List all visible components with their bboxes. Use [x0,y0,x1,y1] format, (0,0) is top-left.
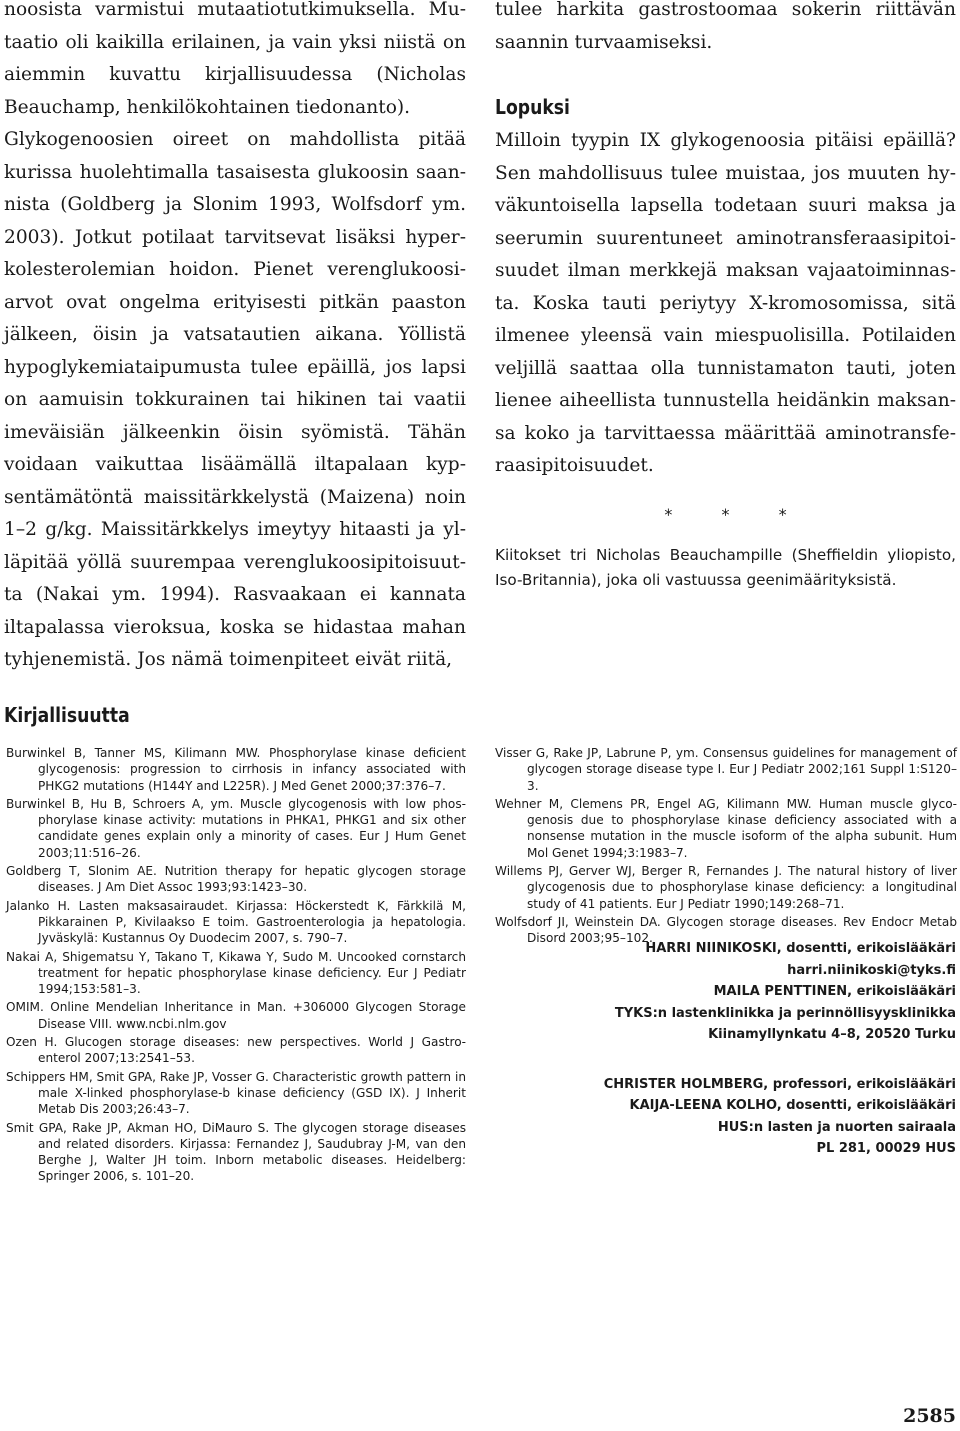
author-line: CHRISTER HOLMBERG, professori, erikoislääkäri [603,1076,956,1092]
reference-item: Visser G, Rake JP, Labrune P, ym. Consensus guidelines for management of glycogen storage disease type I. Eur J Pediatr 2002;161 Suppl 1:S120–3. [495,746,957,793]
reference-item: Goldberg T, Slonim AE. Nutrition therapy for hepatic glycogen storage diseases. J Am Diet Assoc 1993;93:1423–30. [6,864,466,895]
reference-item: Willems PJ, Gerver WJ, Berger R, Fernandes J. The natural history of liver glycogenosis due to phosphorylase kinase deficiency: a longitudinal study of 41 patients. Eur J Pediatr 1990;149:268–71. [495,864,957,911]
author-affiliations [536,938,956,1160]
author-email: harri.niinikoski@tyks.fi [787,962,956,978]
reference-item: OMIM. Online Mendelian Inheritance in Man. +306000 Glycogen Storage Disease VIII. www.ncbi.nlm.gov [6,1000,466,1031]
address-line: Kiinamyllynkatu 4–8, 20520 Turku [708,1027,956,1042]
reference-item: Jalanko H. Lasten maksasairaudet. Kirjassa: Höckerstedt K, Färkkilä M, Pikkarainen P, Kivilaakso E toim. Gastroenterologia ja hepatologia. Jyväskylä: Kustannus Oy Duodecim 2007, s. 790–7. [6,898,466,946]
author-line: KAIJA-LEENA KOLHO, dosentti, erikoislääkäri [629,1098,956,1113]
references-left-column [6,745,466,1187]
body-paragraph: Glykogenoosien oireet on mahdollista pitää kurissa huolehtimalla tasaisesta glukoosin saannista (Goldberg ja Slonim 1993, Wolfsdorf ym. 2003). Jotkut potilaat tarvitsevat lisäksi hyperkolesterolemian hoidon. Pienet verenglukoosiarvot ovat ongelma erityisesti pitkän paaston jälkeen, öisin ja vatsatautien aikana. Yöllistä hypoglykemiataipumusta tulee epäillä, jos lapsi on aamuisin tokkurainen tai hikinen tai vaatii imeväisiän jälkeenkin öisin syömistä. Tähän voidaan vaikuttaa lisäämällä iltapalaan kypsentämätöntä maissitärkkelystä (Maizena) noin 1–2 g/kg. Maissitärkkelys imeytyy hitaasti ja ylläpitää yöllä suurempaa verenglukoosipitoisuutta (Nakai ym. 1994). Rasvaakaan ei kannata iltapalassa vieroksua, koska se hidastaa mahan tyhjenemistä. Jos nämä toimenpiteet eivät riitä, [4,129,466,670]
page-number: 2585 [903,1405,956,1427]
body-paragraph: Milloin tyypin IX glykogenoosia pitäisi epäillä? Sen mahdollisuus tulee muistaa, jos muuten hyväkuntoisella lapsella todetaan suuri maksa ja seerumin suurentuneet aminotransferaasipitoisuudet ilman merkkejä maksan vajaatoiminnasta. Koska tauti periytyy X-kromosomissa, sitä ilmenee yleensä vain miespuolisilla. Potilaiden veljillä saattaa olla tunnistamaton tauti, joten lienee aiheellista tunnustella heidänkin maksansa koko ja tarvittaessa määrittää aminotransferaasipitoisuudet. [495,130,956,476]
section-heading-lopuksi: Lopuksi [495,95,570,119]
address-line: PL 281, 00029 HUS [816,1141,956,1156]
reference-item: Schippers HM, Smit GPA, Rake JP, Vosser G. Characteristic growth pattern in male X-linked phosphorylase-b kinase deficiency (GSD IX). J Inherit Metab Dis 2003;26:43–7. [6,1069,466,1117]
affiliation-line: TYKS:n lastenklinikka ja perinnöllisyysklinikka [614,1005,956,1021]
reference-item: Smit GPA, Rake JP, Akman HO, DiMauro S. The glycogen storage diseases and related disorders. Kirjassa: Fernandez J, Saudubray J-M, van den Berghe J, Walter JH toim. Inborn metabolic diseases. Heidelberg: Springer 2006, s. 101–20. [6,1120,466,1184]
right-body-column [495,0,956,592]
reference-item: Nakai A, Shigematsu Y, Takano T, Kikawa Y, Sudo M. Uncooked cornstarch treatment for hepatic phosphorylase kinase deficiency. Eur J Pediatr 1994;153:581–3. [6,949,466,997]
reference-item: Burwinkel B, Tanner MS, Kilimann MW. Phosphorylase kinase deficient glycogenosis: progression to cirrhosis in infancy associated with PHKG2 mutations (H144Y and L225R). J Med Genet 2000;37:376–7. [6,746,466,793]
body-paragraph: tulee harkita gastrostoomaa sokerin riittävän saannin turvaamiseksi. [495,0,956,53]
author-line: MAILA PENTTINEN, erikoislääkäri [713,984,956,999]
spacer [536,1046,956,1074]
reference-item: Wehner M, Clemens PR, Engel AG, Kilimann MW. Human muscle glycogenosis due to phosphorylase kinase deficiency associated with a nonsense mutation in the muscle isoform of the alpha subunit. Hum Mol Genet 1994;3:1983–7. [495,796,957,860]
section-separator: * * * [664,504,809,524]
left-body-column [4,0,466,677]
body-paragraph: noosista varmistui mutaatiotutkimuksella. Mutaatio oli kaikilla erilainen, ja vain yksi niistä on aiemmin kuvattu kirjallisuudessa (Nicholas Beauchamp, henkilökohtainen tiedonanto). [4,0,466,118]
reference-item: Wolfsdorf JI, Weinstein DA. Glycogen storage diseases. Rev Endocr Metab Disord 2003;95–102. [495,914,957,946]
references-heading: Kirjallisuutta [4,703,130,727]
reference-item: Burwinkel B, Hu B, Schroers A, ym. Muscle glycogenosis with low phosphorylase kinase activity: mutations in PHKA1, PHKG1 and six other candidate genes explain only a minority of cases. Eur J Hum Genet 2003;11:516–26. [6,796,466,860]
acknowledgement: Kiitokset tri Nicholas Beauchampille (Sheffieldin yliopisto, Iso-Britannia), joka oli vastuussa geenimäärityksistä. [495,546,956,589]
reference-item: Ozen H. Glucogen storage diseases: new perspectives. World J Gastroenterol 2007;13:2541–53. [6,1035,466,1066]
author-line: HARRI NIINIKOSKI, dosentti, erikoislääkäri [645,941,956,956]
references-right-column [495,745,957,949]
affiliation-line: HUS:n lasten ja nuorten sairaala [717,1119,956,1135]
